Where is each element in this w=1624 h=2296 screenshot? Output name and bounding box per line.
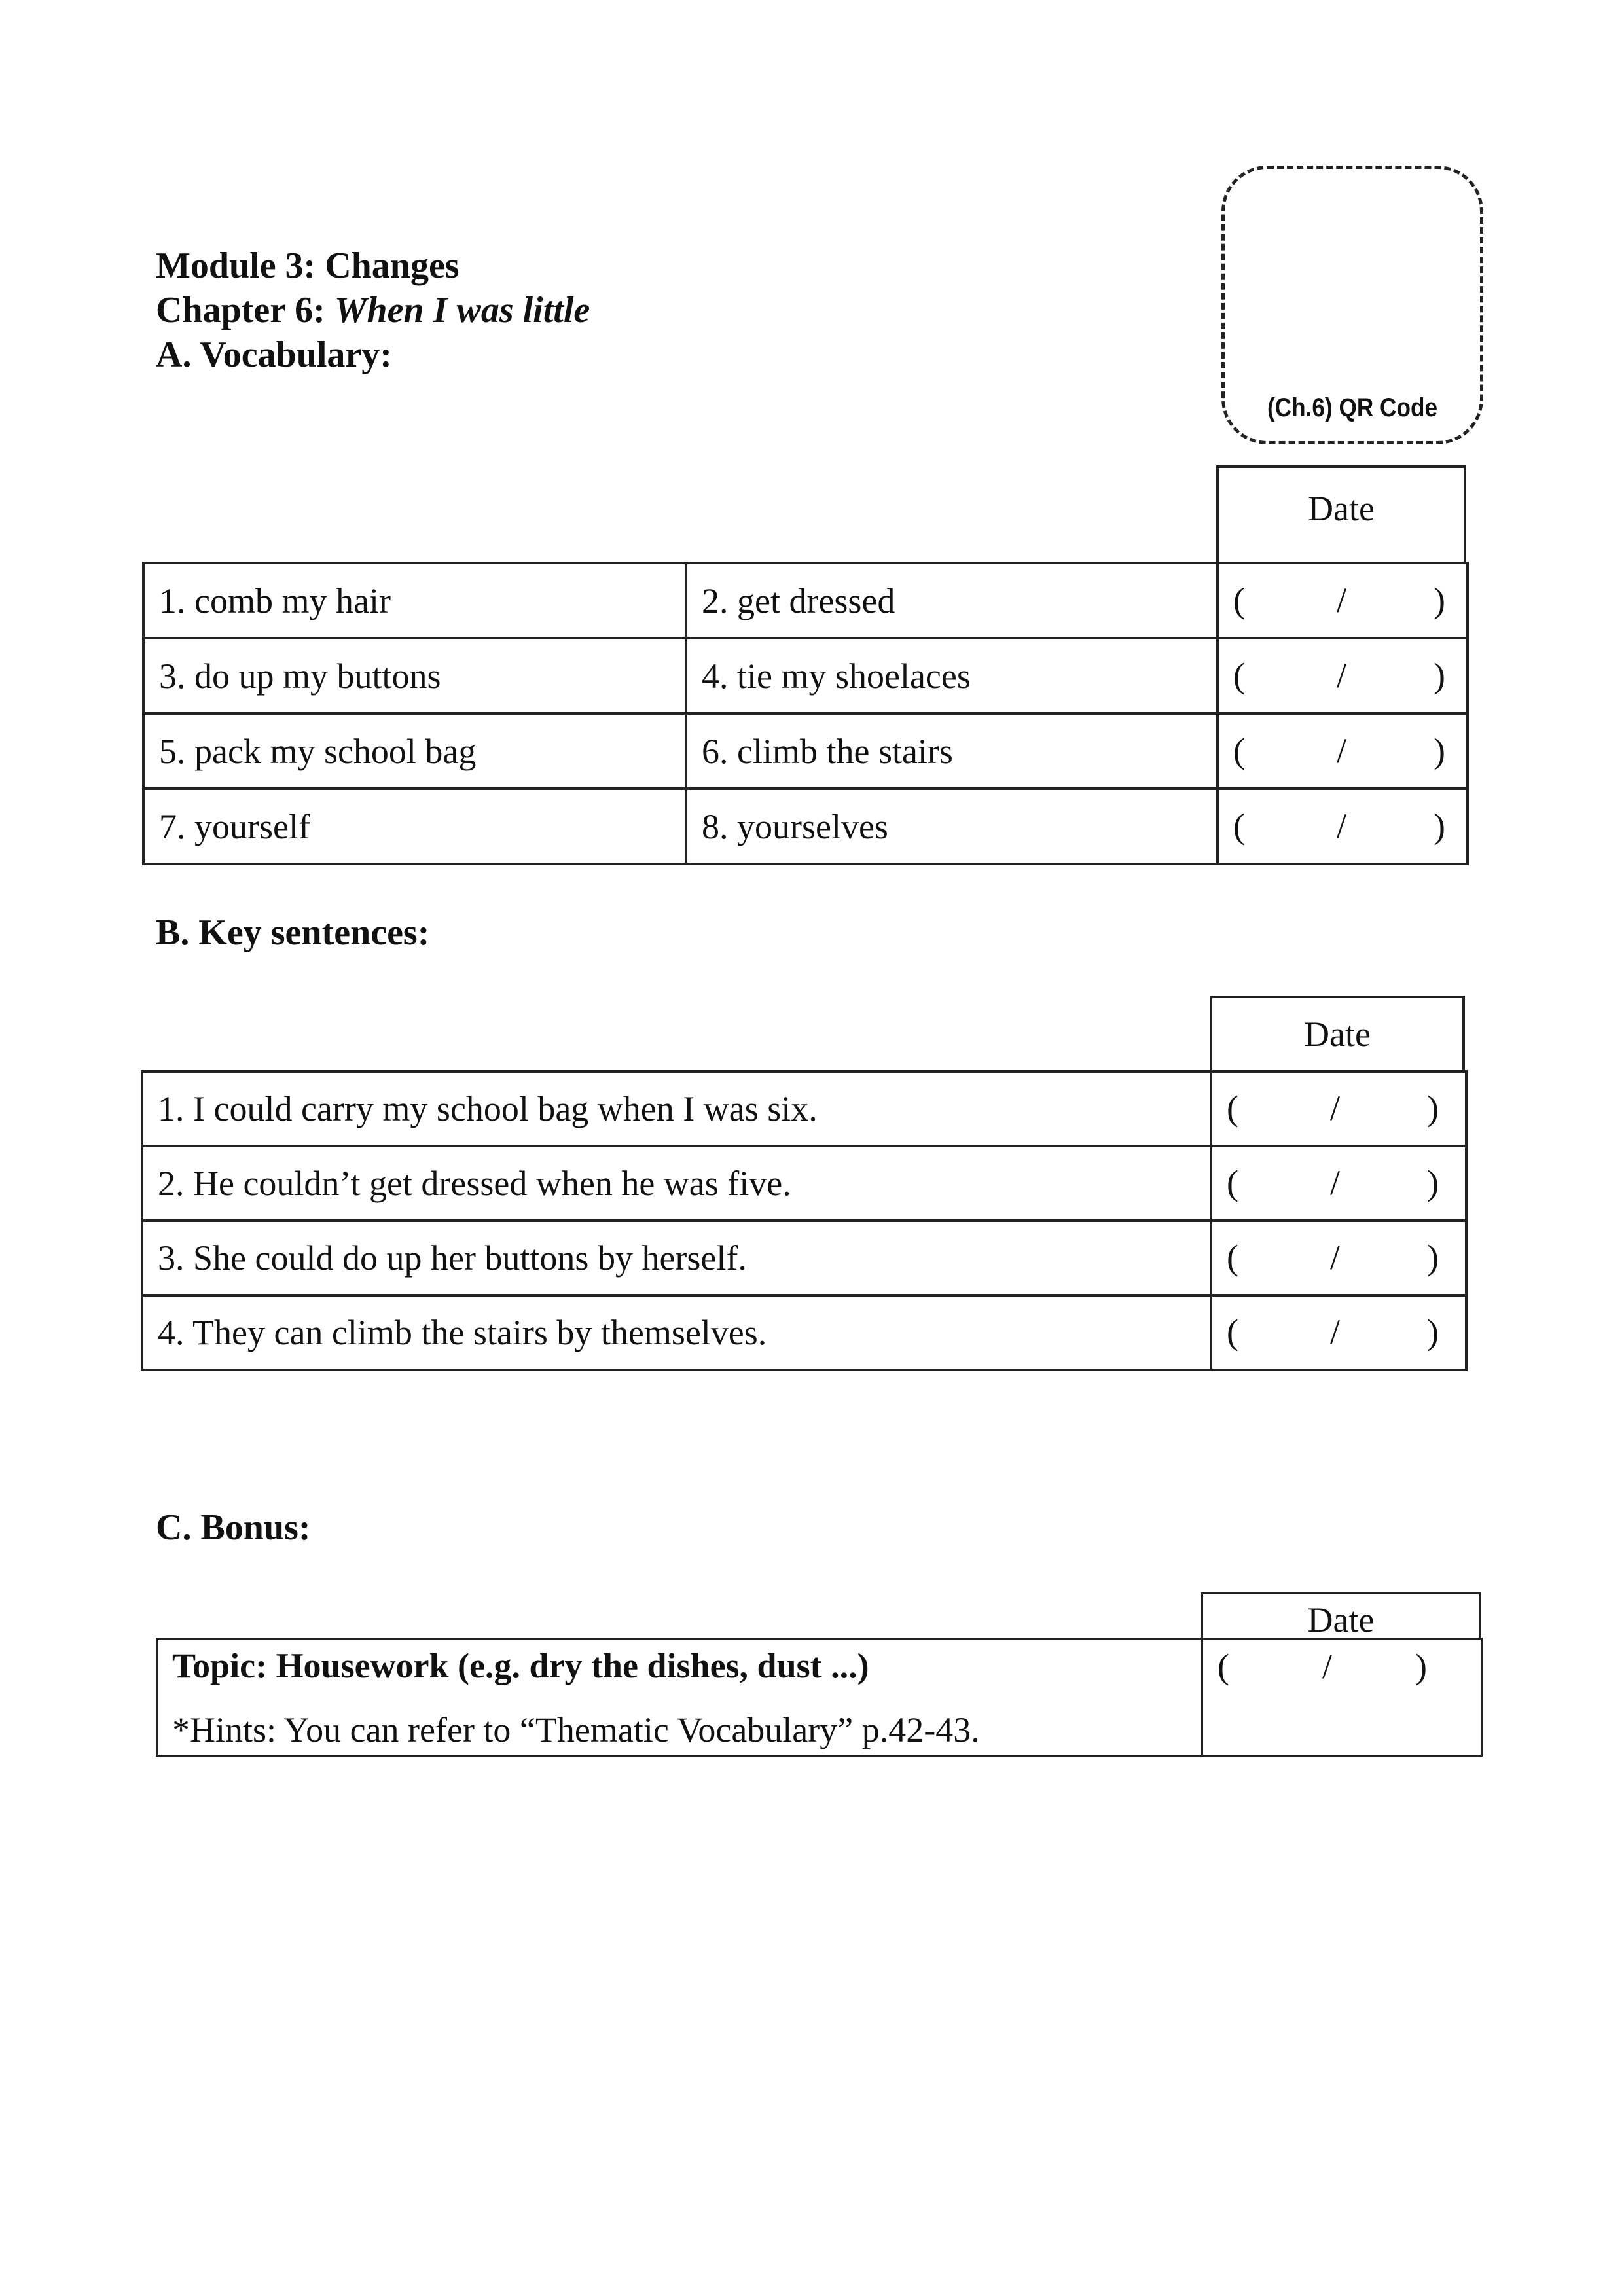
bonus-row xyxy=(157,1639,1482,1756)
date-close-paren: ) xyxy=(1434,580,1445,620)
date-close-paren: ) xyxy=(1427,1163,1439,1202)
date-slash: / xyxy=(1337,806,1347,846)
date-open-paren: ( xyxy=(1227,1163,1238,1202)
date-entry xyxy=(1233,730,1466,772)
module-title: Module 3: Changes xyxy=(156,245,460,286)
date-open-paren: ( xyxy=(1233,580,1245,620)
date-entry xyxy=(1227,1088,1465,1130)
date-slash: / xyxy=(1337,580,1347,620)
date-slash: / xyxy=(1322,1647,1333,1686)
section-c-heading: C. Bonus: xyxy=(156,1507,311,1548)
sentence-row xyxy=(142,1071,1466,1146)
date-open-paren: ( xyxy=(1233,806,1245,846)
bonus-table xyxy=(156,1638,1483,1757)
key-sentence: 3. She could do up her buttons by herself. xyxy=(142,1221,1211,1295)
date-entry xyxy=(1233,806,1466,848)
vocab-row xyxy=(143,789,1468,864)
vocab-item: 6. climb the stairs xyxy=(686,713,1218,789)
vocab-row xyxy=(143,563,1468,638)
vocabulary-table xyxy=(142,562,1469,865)
chapter-title xyxy=(156,288,590,332)
sentence-row xyxy=(142,1146,1466,1221)
date-entry xyxy=(1227,1312,1465,1354)
vocab-item: 2. get dressed xyxy=(686,563,1218,638)
date-close-paren: ) xyxy=(1427,1088,1439,1128)
date-slash: / xyxy=(1337,655,1347,695)
bonus-date-cell xyxy=(1202,1639,1482,1756)
vocab-item: 5. pack my school bag xyxy=(143,713,686,789)
date-entry xyxy=(1218,1646,1481,1688)
date-open-paren: ( xyxy=(1227,1088,1238,1128)
bonus-date-header: Date xyxy=(1201,1592,1481,1640)
key-sentence: 4. They can climb the stairs by themselves. xyxy=(142,1295,1211,1370)
date-entry xyxy=(1227,1237,1465,1279)
date-open-paren: ( xyxy=(1227,1312,1238,1352)
vocab-date-cell xyxy=(1218,638,1468,713)
chapter-prefix: Chapter 6: xyxy=(156,290,334,331)
date-entry xyxy=(1233,655,1466,697)
vocab-item: 3. do up my buttons xyxy=(143,638,686,713)
qr-code-placeholder xyxy=(1221,166,1483,444)
vocab-item: 4. tie my shoelaces xyxy=(686,638,1218,713)
date-close-paren: ) xyxy=(1427,1312,1439,1352)
date-close-paren: ) xyxy=(1434,730,1445,770)
sentence-date-cell xyxy=(1211,1146,1466,1221)
date-close-paren: ) xyxy=(1434,655,1445,695)
vocab-date-cell xyxy=(1218,713,1468,789)
bonus-topic: Topic: Housework (e.g. dry the dishes, dust ...) xyxy=(172,1646,869,1685)
vocab-date-header: Date xyxy=(1216,465,1466,564)
date-open-paren: ( xyxy=(1233,730,1245,770)
section-b-heading: B. Key sentences: xyxy=(156,912,430,953)
date-close-paren: ) xyxy=(1415,1647,1427,1686)
chapter-name: When I was little xyxy=(334,290,590,331)
date-slash: / xyxy=(1337,730,1347,770)
date-entry xyxy=(1233,580,1466,622)
vocab-date-cell xyxy=(1218,563,1468,638)
vocab-row xyxy=(143,638,1468,713)
vocab-item: 7. yourself xyxy=(143,789,686,864)
key-sentence: 2. He couldn’t get dressed when he was five. xyxy=(142,1146,1211,1221)
sentence-row xyxy=(142,1295,1466,1370)
date-close-paren: ) xyxy=(1434,806,1445,846)
qr-code-label: (Ch.6) QR Code xyxy=(1267,393,1438,422)
date-open-paren: ( xyxy=(1227,1238,1238,1277)
sentence-date-cell xyxy=(1211,1295,1466,1370)
date-open-paren: ( xyxy=(1218,1647,1229,1686)
section-a-heading: A. Vocabulary: xyxy=(156,334,392,375)
date-slash: / xyxy=(1330,1163,1341,1202)
vocab-date-cell xyxy=(1218,789,1468,864)
date-slash: / xyxy=(1330,1088,1341,1128)
sentences-date-header: Date xyxy=(1210,996,1465,1073)
bonus-hint: *Hints: You can refer to “Thematic Vocabulary” p.42-43. xyxy=(172,1710,980,1749)
date-slash: / xyxy=(1330,1312,1341,1352)
sentence-date-cell xyxy=(1211,1071,1466,1146)
date-open-paren: ( xyxy=(1233,655,1245,695)
sentence-date-cell xyxy=(1211,1221,1466,1295)
bonus-topic-cell xyxy=(157,1639,1202,1756)
date-slash: / xyxy=(1330,1238,1341,1277)
sentence-row xyxy=(142,1221,1466,1295)
date-close-paren: ) xyxy=(1427,1238,1439,1277)
vocab-row xyxy=(143,713,1468,789)
vocab-item: 8. yourselves xyxy=(686,789,1218,864)
key-sentence: 1. I could carry my school bag when I was six. xyxy=(142,1071,1211,1146)
date-entry xyxy=(1227,1162,1465,1204)
vocab-item: 1. comb my hair xyxy=(143,563,686,638)
key-sentences-table xyxy=(141,1070,1468,1371)
